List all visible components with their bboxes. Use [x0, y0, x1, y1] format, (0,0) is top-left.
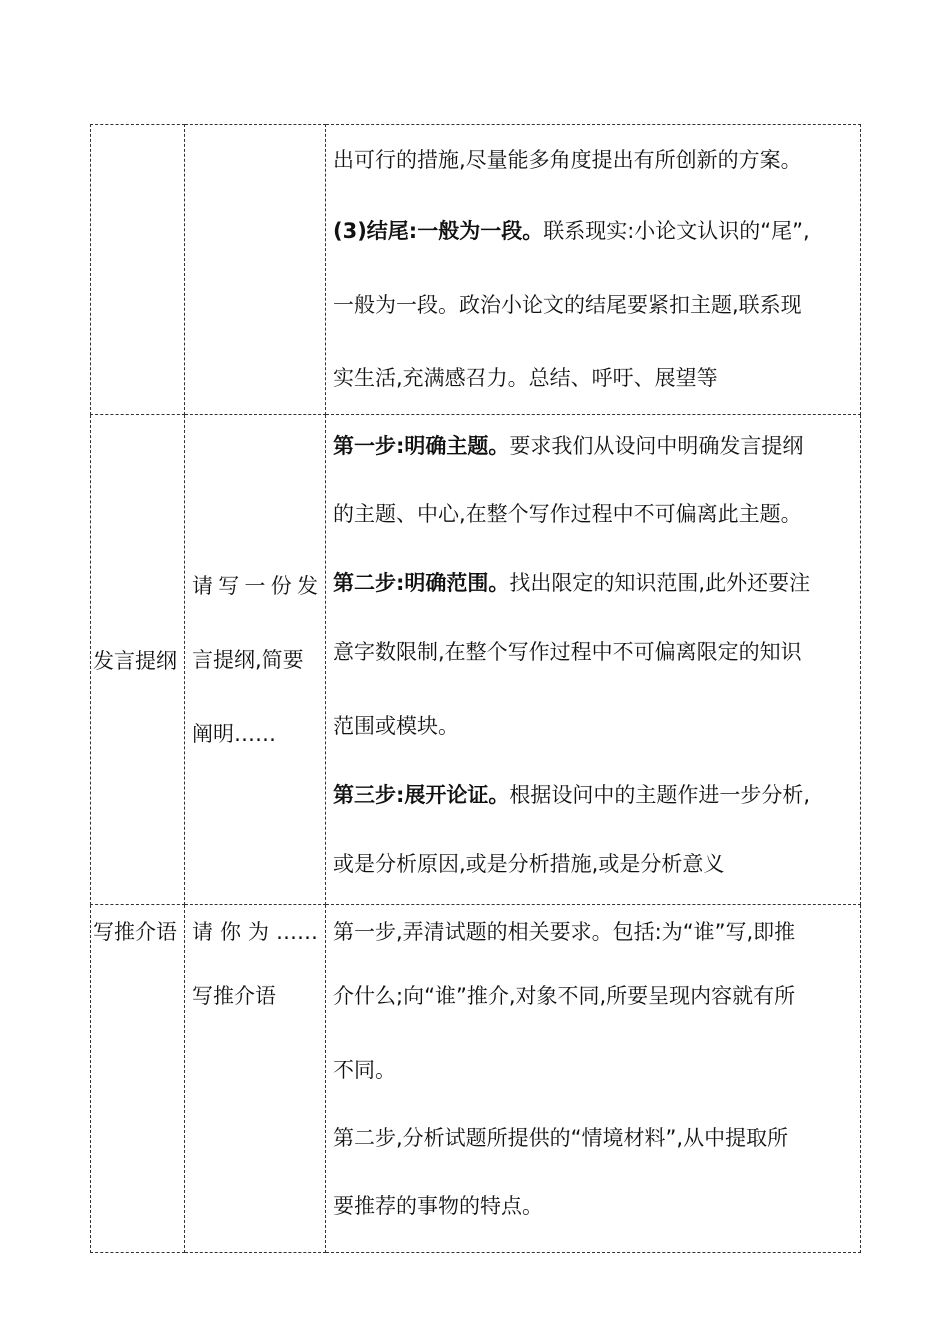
type-cell: 写推介语	[91, 905, 185, 1253]
method-cell	[326, 125, 861, 415]
method-line: 要推荐的事物的特点。	[333, 1194, 543, 1218]
method-cell	[326, 905, 861, 1253]
method-line: 的主题、中心,在整个写作过程中不可偏离此主题。	[333, 502, 802, 526]
method-line: 第二步:明确范围。找出限定的知识范围,此外还要注	[333, 571, 811, 595]
method-line: 范围或模块。	[333, 714, 459, 738]
prompt-cell	[185, 415, 326, 905]
prompt-line: 请你为……	[192, 920, 318, 944]
method-line: 第一步:明确主题。要求我们从设问中明确发言提纲	[333, 434, 804, 458]
method-line: 第三步:展开论证。根据设问中的主题作进一步分析,	[333, 783, 811, 807]
writing-methods-table	[90, 124, 861, 1253]
method-cell	[326, 415, 861, 905]
method-line: 或是分析原因,或是分析措施,或是分析意义	[333, 852, 725, 876]
prompt-line: 阐明……	[192, 721, 276, 746]
method-line: 出可行的措施,尽量能多角度提出有所创新的方案。	[333, 148, 802, 172]
table-row	[91, 125, 861, 415]
method-line: 不同。	[333, 1058, 396, 1082]
method-line: 第一步,弄清试题的相关要求。包括:为“谁”写,即推	[333, 920, 796, 944]
prompt-line: 请写一份发	[192, 573, 318, 598]
prompt-line: 言提纲,简要	[192, 647, 304, 672]
method-line: 实生活,充满感召力。总结、呼吁、展望等	[333, 366, 718, 390]
table-row	[91, 415, 861, 905]
method-line: 介什么;向“谁”推介,对象不同,所要呈现内容就有所	[333, 984, 796, 1008]
method-line: 意字数限制,在整个写作过程中不可偏离限定的知识	[333, 640, 802, 664]
table-row	[91, 905, 861, 1253]
method-line: 一般为一段。政治小论文的结尾要紧扣主题,联系现	[333, 293, 802, 317]
prompt-cell	[185, 125, 326, 415]
type-cell	[91, 125, 185, 415]
type-cell: 发言提纲	[91, 415, 185, 905]
prompt-line: 写推介语	[192, 984, 276, 1008]
prompt-cell	[185, 905, 326, 1253]
method-line: 第二步,分析试题所提供的“情境材料”,从中提取所	[333, 1126, 789, 1150]
method-line: (3)结尾:一般为一段。联系现实:小论文认识的“尾”,	[333, 219, 810, 243]
